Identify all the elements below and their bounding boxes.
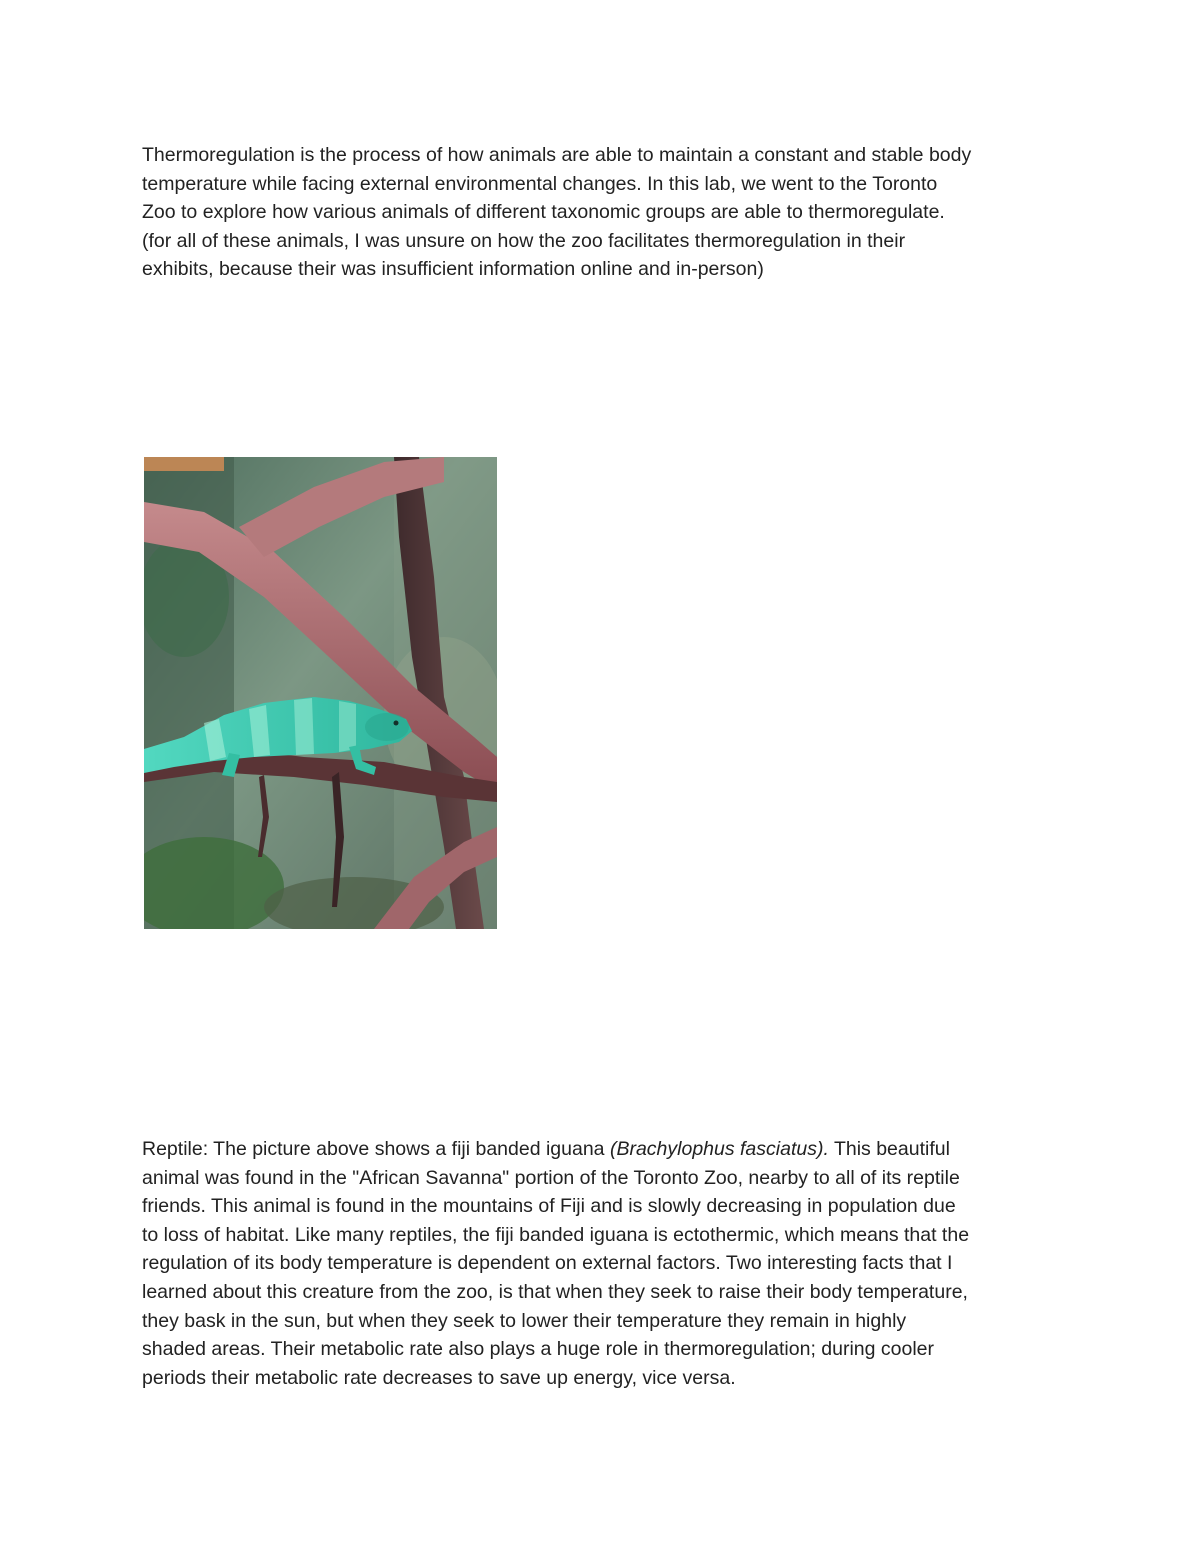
reptile-line-1 bbox=[142, 1135, 1072, 1164]
reptile-line: to loss of habitat. Like many reptiles, the fiji banded iguana is ectothermic, which means that the bbox=[142, 1223, 970, 1246]
reptile-line: shaded areas. Their metabolic rate also plays a huge role in thermoregulation; during cooler bbox=[142, 1338, 935, 1361]
reptile-line: they bask in the sun, but when they seek to lower their temperature they remain in highly bbox=[142, 1309, 907, 1332]
reptile-line: animal was found in the "African Savanna" portion of the Toronto Zoo, nearby to all of its reptile bbox=[142, 1166, 960, 1189]
intro-line: exhibits, because their was insufficient information online and in-person) bbox=[142, 258, 764, 281]
reptile-paragraph bbox=[142, 1135, 1072, 1392]
intro-line: (for all of these animals, I was unsure on how the zoo facilitates thermoregulation in their bbox=[142, 229, 906, 252]
reptile-line: learned about this creature from the zoo, is that when they seek to raise their body temperature, bbox=[142, 1280, 968, 1303]
intro-line: temperature while facing external environmental changes. In this lab, we went to the Toronto bbox=[142, 172, 938, 195]
intro-line: Thermoregulation is the process of how animals are able to maintain a constant and stable body bbox=[142, 144, 972, 166]
intro-line: Zoo to explore how various animals of different taxonomic groups are able to thermoregulate. bbox=[142, 201, 945, 224]
reptile-line-1-pre: Reptile: The picture above shows a fiji banded iguana bbox=[142, 1138, 610, 1160]
iguana-photo bbox=[144, 457, 497, 929]
species-name: (Brachylophus fasciatus). bbox=[609, 1138, 829, 1160]
reptile-line: periods their metabolic rate decreases to save up energy, vice versa. bbox=[142, 1366, 736, 1389]
reptile-line: regulation of its body temperature is dependent on external factors. Two interesting facts that I bbox=[142, 1252, 953, 1275]
intro-paragraph bbox=[142, 141, 1072, 284]
reptile-line-1-post: This beautiful bbox=[828, 1138, 950, 1160]
reptile-line: friends. This animal is found in the mountains of Fiji and is slowly decreasing in population due bbox=[142, 1195, 956, 1218]
